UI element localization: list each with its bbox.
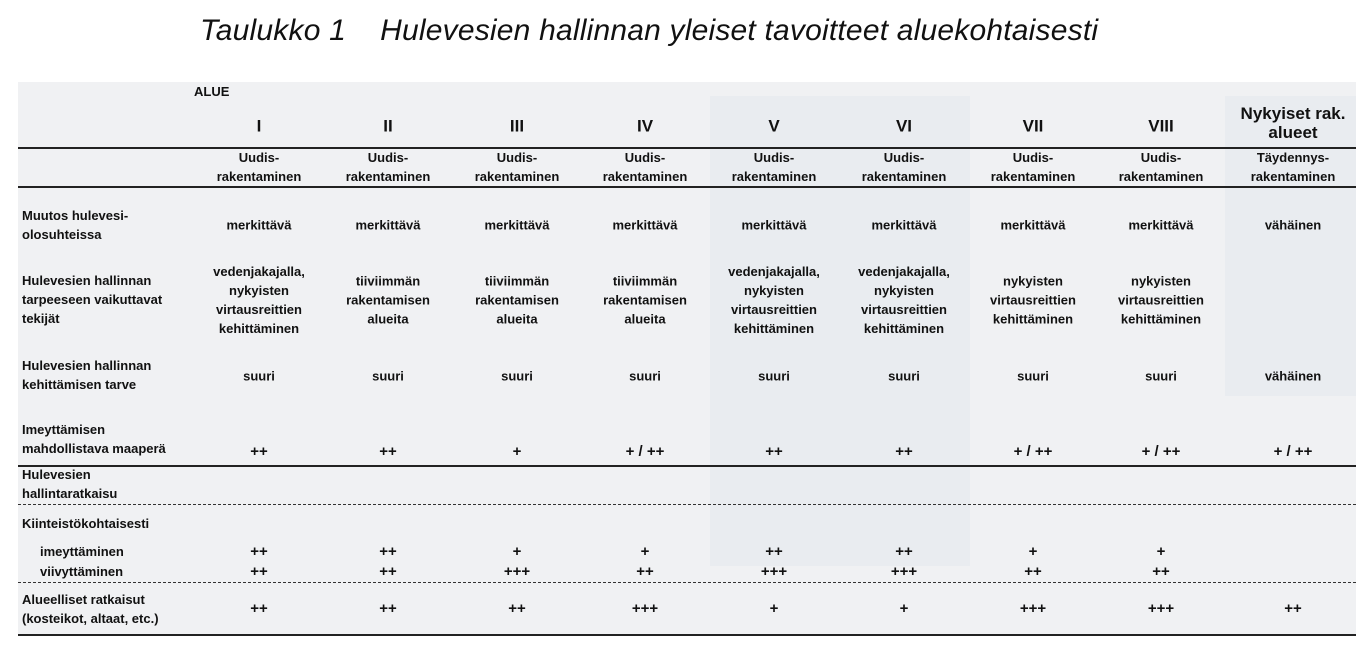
- row-label-alueelliset: Alueelliset ratkaisut (kosteikot, altaat, etc.): [22, 592, 159, 626]
- maapera-cell: +: [512, 443, 522, 460]
- type-divider: [18, 186, 1356, 188]
- bottom-divider: [18, 634, 1356, 636]
- type-cell: Uudis- rakentaminen: [731, 150, 817, 184]
- alueelliset-cell: ++: [379, 600, 397, 617]
- alueelliset-cell: +++: [1019, 600, 1047, 617]
- type-cell: Täydennys- rakentaminen: [1250, 150, 1336, 184]
- row-label-tarve: Hulevesien hallinnan kehittämisen tarve: [22, 358, 152, 392]
- tarve-cell: suuri: [1017, 368, 1049, 384]
- goals-table: [18, 82, 1356, 636]
- viivytys-cell: +++: [890, 563, 918, 580]
- tekijat-cell: vedenjakajalla, nykyisten virtausreittien kehittäminen: [858, 264, 950, 336]
- maapera-cell: + / ++: [1141, 443, 1181, 460]
- tarve-cell: suuri: [1145, 368, 1177, 384]
- imeytys-cell: +: [1156, 543, 1166, 560]
- row-label-muutos: Muutos hulevesi- olosuhteissa: [22, 208, 129, 242]
- tarve-cell: suuri: [501, 368, 533, 384]
- tekijat-cell: nykyisten virtausreittien kehittäminen: [990, 273, 1076, 327]
- maapera-cell: ++: [895, 443, 913, 460]
- viivytys-cell: ++: [1152, 563, 1170, 580]
- type-cell: Uudis- rakentaminen: [1118, 150, 1204, 184]
- alueelliset-cell: ++: [250, 600, 268, 617]
- tarve-cell: suuri: [629, 368, 661, 384]
- type-cell: Uudis- rakentaminen: [861, 150, 947, 184]
- type-cell: Uudis- rakentaminen: [345, 150, 431, 184]
- muutos-cell: merkittävä: [355, 217, 421, 233]
- imeytys-cell: +: [512, 543, 522, 560]
- row-label-imeyttaminen: imeyttäminen: [40, 544, 124, 559]
- muutos-cell: merkittävä: [741, 217, 807, 233]
- tekijat-cell: vedenjakajalla, nykyisten virtausreittien kehittäminen: [728, 264, 820, 336]
- muutos-cell: merkittävä: [612, 217, 678, 233]
- muutos-cell: merkittävä: [226, 217, 292, 233]
- column-header: VIII: [1148, 116, 1174, 136]
- imeytys-cell: +: [640, 543, 650, 560]
- type-cell: Uudis- rakentaminen: [474, 150, 560, 184]
- viivytys-cell: ++: [250, 563, 268, 580]
- tekijat-cell: tiiviimmän rakentamisen alueita: [603, 273, 687, 327]
- column-header: V: [768, 116, 780, 136]
- muutos-cell: merkittävä: [1000, 217, 1066, 233]
- imeytys-cell: ++: [765, 543, 783, 560]
- tarve-cell: suuri: [372, 368, 404, 384]
- type-cell: Uudis- rakentaminen: [216, 150, 302, 184]
- viivytys-cell: +++: [503, 563, 531, 580]
- tekijat-cell: vedenjakajalla, nykyisten virtausreittien kehittäminen: [213, 264, 305, 336]
- maapera-cell: ++: [379, 443, 397, 460]
- viivytys-cell: +++: [760, 563, 788, 580]
- column-header: I: [256, 116, 262, 136]
- alueelliset-cell: +++: [1147, 600, 1175, 617]
- solution-divider: [18, 504, 1356, 505]
- alueelliset-cell: ++: [508, 600, 526, 617]
- tekijat-cell: tiiviimmän rakentamisen alueita: [346, 273, 430, 327]
- tekijat-cell: tiiviimmän rakentamisen alueita: [475, 273, 559, 327]
- imeytys-cell: ++: [379, 543, 397, 560]
- row-label-tekijat: Hulevesien hallinnan tarpeeseen vaikuttavat tekijät: [22, 273, 163, 326]
- muutos-cell: merkittävä: [1128, 217, 1194, 233]
- type-cell: Uudis- rakentaminen: [602, 150, 688, 184]
- row-label-maapera: Imeyttämisen mahdollistava maaperä: [22, 422, 166, 456]
- alueelliset-cell: +: [769, 600, 779, 617]
- tarve-cell: suuri: [243, 368, 275, 384]
- row-label-viivyttaminen: viivyttäminen: [40, 564, 124, 579]
- column-header: II: [383, 116, 393, 136]
- column-header: VI: [895, 116, 913, 136]
- tekijat-cell: nykyisten virtausreittien kehittäminen: [1118, 273, 1204, 327]
- tarve-cell: suuri: [758, 368, 790, 384]
- maapera-cell: ++: [250, 443, 268, 460]
- row-label-kiinteisto: Kiinteistökohtaisesti: [22, 516, 150, 531]
- muutos-cell: merkittävä: [484, 217, 550, 233]
- column-header: IV: [636, 116, 654, 136]
- table-title: Taulukko 1 Hulevesien hallinnan yleiset tavoitteet aluekohtaisesti: [200, 14, 1099, 47]
- tarve-cell: vähäinen: [1264, 368, 1322, 384]
- alueelliset-cell: ++: [1284, 600, 1302, 617]
- row-label-ratkaisu: Hulevesien hallintaratkaisu: [22, 467, 118, 501]
- alue-label: ALUE: [194, 84, 230, 99]
- maapera-cell: ++: [765, 443, 783, 460]
- soil-divider: [18, 465, 1356, 467]
- tarve-cell: suuri: [888, 368, 920, 384]
- alueelliset-cell: +++: [631, 600, 659, 617]
- column-header-existing: Nykyiset rak. alueet: [1240, 104, 1346, 142]
- type-cell: Uudis- rakentaminen: [990, 150, 1076, 184]
- maapera-cell: + / ++: [1273, 443, 1313, 460]
- alueelliset-cell: +: [899, 600, 909, 617]
- imeytys-cell: ++: [250, 543, 268, 560]
- imeytys-cell: +: [1028, 543, 1038, 560]
- muutos-cell: vähäinen: [1264, 217, 1322, 233]
- maapera-cell: + / ++: [625, 443, 665, 460]
- column-header: III: [509, 116, 525, 136]
- viivytys-cell: ++: [379, 563, 397, 580]
- viivytys-cell: ++: [636, 563, 654, 580]
- muutos-cell: merkittävä: [871, 217, 937, 233]
- column-header: VII: [1022, 116, 1044, 136]
- imeytys-cell: ++: [895, 543, 913, 560]
- viivytys-cell: ++: [1024, 563, 1042, 580]
- maapera-cell: + / ++: [1013, 443, 1053, 460]
- property-divider: [18, 582, 1356, 583]
